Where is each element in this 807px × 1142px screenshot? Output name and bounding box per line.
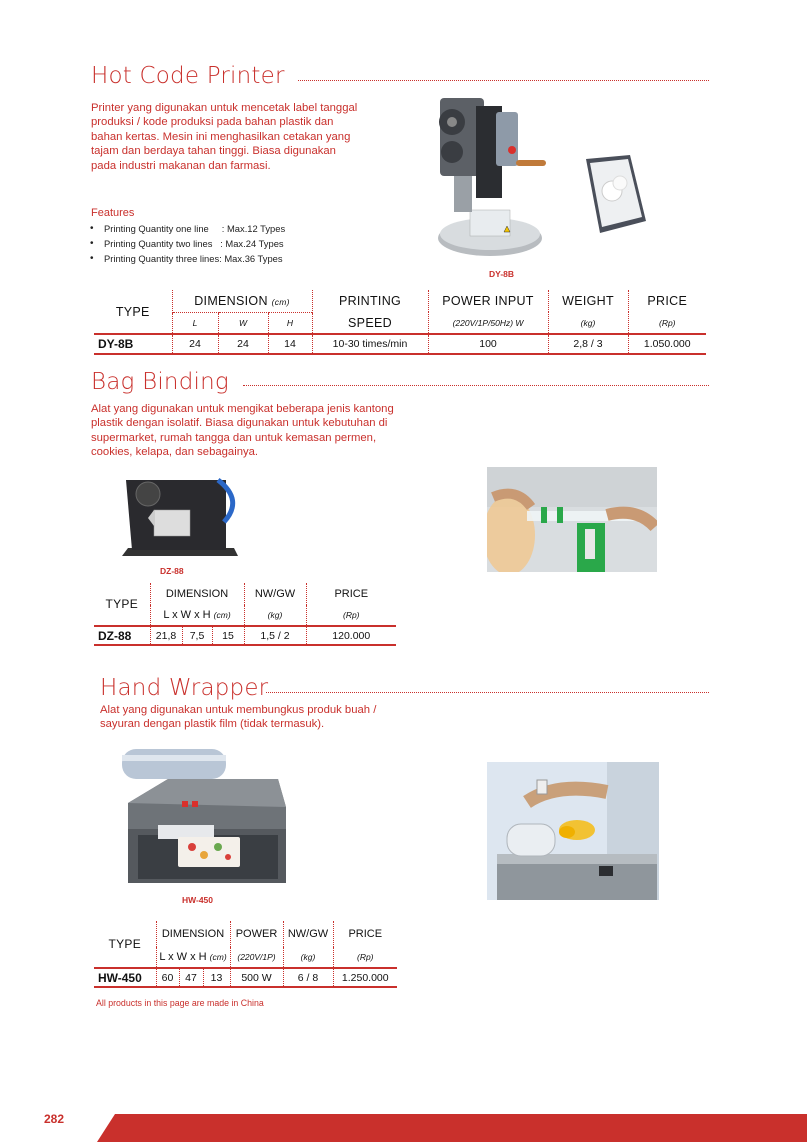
made-in-footnote: All products in this page are made in China: [96, 998, 264, 1008]
feature-item: • Printing Quantity three lines: Max.36 Types: [90, 253, 283, 264]
unit-price: (Rp): [628, 312, 706, 334]
cell-type: HW-450: [94, 968, 156, 987]
col-header-price: PRICE: [306, 583, 396, 605]
cell-nwgw: 1,5 / 2: [244, 626, 306, 645]
product-caption-dy-8b: DY-8B: [489, 269, 515, 279]
hand-wrapper-usage-photo: [487, 762, 659, 900]
hot-code-printer-description: Printer yang digunakan untuk mencetak label tanggal produksi / kode produksi pada bahan plastik dan bahan kertas. Mesin ini menghasilkan cetakan yang tajam dan berdaya tahan tinggi. Biasa digunakan pada industri makanan dan farmasi.: [91, 102, 358, 172]
col-header-type: TYPE: [115, 304, 150, 319]
footer-bar: [97, 1114, 807, 1142]
unit-nwgw: (kg): [244, 605, 306, 626]
sub-header-lxwxh: L x W x H (cm): [156, 947, 230, 968]
unit-power: (220V/1P): [230, 947, 283, 968]
table-row: [94, 626, 396, 645]
cell-w: 7,5: [182, 626, 212, 645]
title-divider: [243, 385, 709, 386]
col-header-type: TYPE: [108, 937, 142, 951]
cell-l: 21,8: [150, 626, 182, 645]
hand-wrapper-image: [118, 743, 288, 893]
unit-price: (Rp): [306, 605, 396, 626]
ink-ribbon-pack-image: [578, 155, 648, 235]
sub-header-w: W: [218, 312, 268, 334]
cell-l: 60: [156, 968, 179, 987]
cell-type: DY-8B: [94, 334, 172, 354]
section-title-bag-binding: Bag Binding: [91, 369, 229, 395]
col-header-weight: WEIGHT: [548, 290, 628, 312]
product-caption-hw-450: HW-450: [182, 895, 214, 905]
spec-table-dy-8b: [94, 290, 706, 355]
cell-speed: 10-30 times/min: [312, 334, 428, 354]
col-header-nwgw: NW/GW: [283, 921, 333, 947]
product-caption-dz-88: DZ-88: [160, 566, 184, 576]
cell-h: 14: [268, 334, 312, 354]
cell-l: 24: [172, 334, 218, 354]
col-header-dimension: DIMENSION: [156, 921, 230, 947]
col-header-dimension: DIMENSION: [150, 583, 244, 605]
table-row: [94, 334, 706, 354]
col-header-dimension: DIMENSION (cm): [172, 290, 312, 312]
sub-header-lxwxh: L x W x H (cm): [150, 605, 244, 626]
col-header-power: POWER: [230, 921, 283, 947]
cell-h: 15: [212, 626, 244, 645]
hand-wrapper-description: Alat yang digunakan untuk membungkus produk buah / sayuran dengan plastik film (tidak termasuk).: [100, 704, 377, 731]
col-header-price: PRICE: [333, 921, 397, 947]
cell-price: 1.050.000: [628, 334, 706, 354]
bag-binding-description: Alat yang digunakan untuk mengikat beberapa jenis kantong plastik dengan isolatif. Biasa digunakan untuk kebutuhan di supermarket, rumah tangga dan untuk kemasan permen, cookies, kelapa, dan sebagainya.: [91, 403, 394, 459]
col-header-type: TYPE: [105, 597, 139, 611]
unit-nwgw: (kg): [283, 947, 333, 968]
spec-table-dz-88: [94, 583, 396, 646]
unit-price: (Rp): [333, 947, 397, 968]
cell-nwgw: 6 / 8: [283, 968, 333, 987]
col-header-speed: SPEED: [312, 312, 428, 334]
hot-code-printer-image: [430, 92, 550, 264]
cell-weight: 2,8 / 3: [548, 334, 628, 354]
section-title-hand-wrapper: Hand Wrapper: [100, 675, 269, 701]
feature-item: • Printing Quantity two lines : Max.24 Types: [90, 238, 284, 249]
cell-price: 1.250.000: [333, 968, 397, 987]
table-row: [94, 968, 397, 987]
bag-binding-usage-photo: [487, 467, 657, 572]
title-divider: [266, 692, 709, 693]
feature-item: • Printing Quantity one line : Max.12 Types: [90, 223, 286, 234]
cell-power: 500 W: [230, 968, 283, 987]
col-header-nwgw: NW/GW: [244, 583, 306, 605]
col-header-power-input: POWER INPUT: [428, 290, 548, 312]
cell-w: 47: [179, 968, 203, 987]
cell-h: 13: [203, 968, 230, 987]
cell-type: DZ-88: [94, 626, 150, 645]
bag-binder-image: [118, 470, 240, 564]
cell-price: 120.000: [306, 626, 396, 645]
cell-power: 100: [428, 334, 548, 354]
cell-w: 24: [218, 334, 268, 354]
sub-header-h: H: [268, 312, 312, 334]
page-number: 282: [44, 1112, 65, 1126]
title-divider: [298, 80, 709, 81]
sub-header-l: L: [172, 312, 218, 334]
spec-table-hw-450: [94, 921, 397, 988]
col-header-printing: PRINTING: [312, 290, 428, 312]
col-header-price: PRICE: [628, 290, 706, 312]
features-heading: Features: [91, 207, 135, 219]
section-title-hot-code-printer: Hot Code Printer: [91, 63, 285, 89]
unit-weight: (kg): [548, 312, 628, 334]
unit-power-input: (220V/1P/50Hz) W: [428, 312, 548, 334]
